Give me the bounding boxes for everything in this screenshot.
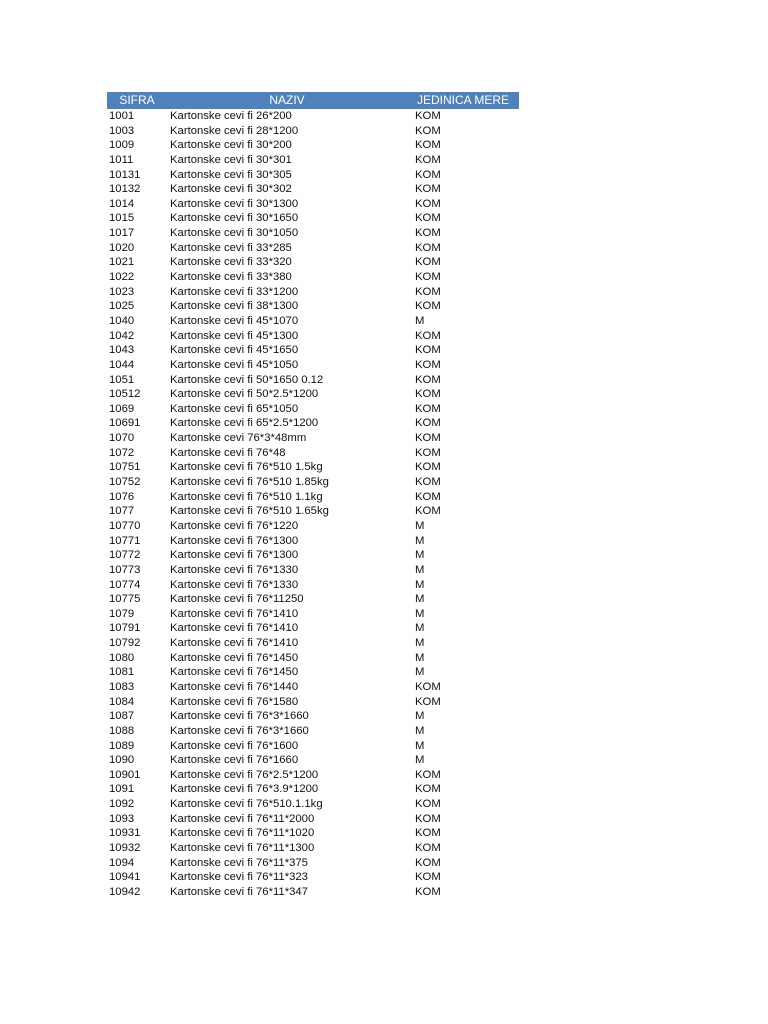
- table-row: [107, 519, 519, 534]
- cell-sifra: 1023: [109, 285, 135, 298]
- cell-naziv: Kartonske cevi fi 76*2.5*1200: [170, 768, 319, 781]
- cell-jedinica-mere: KOM: [415, 153, 441, 166]
- table-row: [107, 490, 519, 505]
- cell-naziv: Kartonske cevi fi 76*48: [170, 446, 286, 459]
- cell-jedinica-mere: KOM: [415, 812, 441, 825]
- table-row: [107, 885, 519, 900]
- cell-naziv: Kartonske cevi fi 76*1410: [170, 607, 299, 620]
- table-row: [107, 241, 519, 256]
- cell-jedinica-mere: KOM: [415, 505, 441, 518]
- cell-sifra: 1040: [109, 314, 135, 327]
- cell-sifra: 1014: [109, 197, 135, 210]
- table-row: [107, 812, 519, 827]
- cell-jedinica-mere: M: [415, 314, 425, 327]
- cell-sifra: 10931: [109, 827, 141, 840]
- table-row: [107, 797, 519, 812]
- table-row: [107, 607, 519, 622]
- cell-naziv: Kartonske cevi fi 76*1600: [170, 739, 299, 752]
- cell-sifra: 1017: [109, 227, 135, 240]
- cell-sifra: 10132: [109, 183, 141, 196]
- table-row: [107, 870, 519, 885]
- table-row: [107, 563, 519, 578]
- cell-jedinica-mere: M: [415, 622, 425, 635]
- cell-jedinica-mere: KOM: [415, 402, 441, 415]
- table-row: [107, 343, 519, 358]
- cell-jedinica-mere: KOM: [415, 695, 441, 708]
- cell-jedinica-mere: KOM: [415, 827, 441, 840]
- cell-naziv: Kartonske cevi fi 76*510 1.5kg: [170, 461, 323, 474]
- cell-sifra: 10751: [109, 461, 141, 474]
- cell-sifra: 1021: [109, 256, 135, 269]
- cell-jedinica-mere: KOM: [415, 212, 441, 225]
- cell-naziv: Kartonske cevi fi 76*1450: [170, 666, 299, 679]
- cell-sifra: 1083: [109, 680, 135, 693]
- cell-jedinica-mere: M: [415, 710, 425, 723]
- cell-sifra: 10131: [109, 168, 141, 181]
- cell-jedinica-mere: KOM: [415, 432, 441, 445]
- cell-naziv: Kartonske cevi fi 33*320: [170, 256, 292, 269]
- cell-jedinica-mere: M: [415, 724, 425, 737]
- cell-jedinica-mere: M: [415, 519, 425, 532]
- cell-naziv: Kartonske cevi fi 76*11*375: [170, 856, 308, 869]
- cell-jedinica-mere: KOM: [415, 768, 441, 781]
- cell-naziv: Kartonske cevi fi 76*510 1.65kg: [170, 505, 329, 518]
- cell-sifra: 1081: [109, 666, 135, 679]
- cell-naziv: Kartonske cevi fi 26*200: [170, 110, 292, 122]
- table-row: [107, 578, 519, 593]
- cell-sifra: 10771: [109, 534, 141, 547]
- cell-sifra: 10773: [109, 563, 141, 576]
- cell-jedinica-mere: KOM: [415, 885, 441, 898]
- cell-sifra: 1011: [109, 153, 134, 166]
- cell-naziv: Kartonske cevi fi 38*1300: [170, 300, 299, 313]
- table-row: [107, 270, 519, 285]
- cell-sifra: 1069: [109, 402, 135, 415]
- cell-jedinica-mere: KOM: [415, 417, 441, 430]
- cell-jedinica-mere: KOM: [415, 285, 441, 298]
- cell-naziv: Kartonske cevi fi 30*200: [170, 139, 292, 152]
- table-row: [107, 182, 519, 197]
- cell-naziv: Kartonske cevi fi 76*11*347: [170, 885, 308, 898]
- cell-naziv: Kartonske cevi fi 76*3*1660: [170, 724, 309, 737]
- cell-naziv: Kartonske cevi fi 76*11*1020: [170, 827, 315, 840]
- table-row: [107, 826, 519, 841]
- cell-jedinica-mere: KOM: [415, 856, 441, 869]
- cell-naziv: Kartonske cevi fi 76*11*323: [170, 871, 308, 884]
- cell-jedinica-mere: KOM: [415, 256, 441, 269]
- cell-sifra: 10941: [109, 871, 141, 884]
- cell-jedinica-mere: KOM: [415, 329, 441, 342]
- cell-jedinica-mere: KOM: [415, 461, 441, 474]
- cell-sifra: 1022: [109, 271, 135, 284]
- table-body: [107, 109, 519, 900]
- column-header-sifra: SIFRA: [119, 93, 155, 107]
- cell-jedinica-mere: KOM: [415, 344, 441, 357]
- cell-jedinica-mere: M: [415, 637, 425, 650]
- cell-naziv: Kartonske cevi fi 76*11250: [170, 593, 304, 606]
- cell-jedinica-mere: M: [415, 607, 425, 620]
- column-header-jedinica-mere: JEDINICA MERE: [417, 93, 510, 107]
- table-row: [107, 651, 519, 666]
- table-row: [107, 387, 519, 402]
- cell-sifra: 1044: [109, 358, 135, 371]
- cell-jedinica-mere: KOM: [415, 798, 441, 811]
- cell-sifra: 10775: [109, 593, 141, 606]
- cell-jedinica-mere: M: [415, 593, 425, 606]
- cell-naziv: Kartonske cevi fi 76*510 1.1kg: [170, 490, 323, 503]
- table-row: [107, 197, 519, 212]
- table-row: [107, 153, 519, 168]
- cell-naziv: Kartonske cevi fi 65*2.5*1200: [170, 417, 319, 430]
- table-row: [107, 709, 519, 724]
- table-row: [107, 739, 519, 754]
- cell-naziv: Kartonske cevi fi 76*1300: [170, 549, 299, 562]
- cell-jedinica-mere: KOM: [415, 842, 441, 855]
- cell-jedinica-mere: KOM: [415, 110, 441, 122]
- cell-sifra: 1080: [109, 651, 135, 664]
- cell-jedinica-mere: KOM: [415, 124, 441, 137]
- cell-sifra: 1091: [109, 783, 135, 796]
- cell-jedinica-mere: KOM: [415, 490, 441, 503]
- cell-jedinica-mere: KOM: [415, 271, 441, 284]
- cell-jedinica-mere: KOM: [415, 197, 441, 210]
- table-row: [107, 168, 519, 183]
- table-row: [107, 548, 519, 563]
- cell-sifra: 1079: [109, 607, 135, 620]
- cell-sifra: 1015: [109, 212, 135, 225]
- cell-sifra: 10752: [109, 476, 141, 489]
- table-row: [107, 621, 519, 636]
- cell-sifra: 10792: [109, 637, 141, 650]
- cell-naziv: Kartonske cevi fi 76*3.9*1200: [170, 783, 319, 796]
- cell-naziv: Kartonske cevi fi 76*1410: [170, 622, 299, 635]
- cell-sifra: 1092: [109, 798, 135, 811]
- cell-sifra: 1009: [109, 139, 135, 152]
- cell-naziv: Kartonske cevi fi 76*1660: [170, 754, 299, 767]
- cell-sifra: 1070: [109, 432, 135, 445]
- cell-jedinica-mere: KOM: [415, 388, 441, 401]
- cell-jedinica-mere: KOM: [415, 183, 441, 196]
- cell-naziv: Kartonske cevi fi 45*1650: [170, 344, 299, 357]
- cell-jedinica-mere: KOM: [415, 139, 441, 152]
- table-row: [107, 665, 519, 680]
- cell-naziv: Kartonske cevi fi 33*1200: [170, 285, 299, 298]
- cell-sifra: 1084: [109, 695, 135, 708]
- table-row: [107, 841, 519, 856]
- table-row: [107, 446, 519, 461]
- table-row: [107, 753, 519, 768]
- cell-sifra: 1093: [109, 812, 135, 825]
- cell-jedinica-mere: KOM: [415, 227, 441, 240]
- cell-naziv: Kartonske cevi fi 45*1050: [170, 358, 299, 371]
- cell-sifra: 10691: [109, 417, 141, 430]
- cell-naziv: Kartonske cevi fi 76*1450: [170, 651, 299, 664]
- cell-jedinica-mere: M: [415, 534, 425, 547]
- table-row: [107, 695, 519, 710]
- cell-jedinica-mere: KOM: [415, 476, 441, 489]
- table-row: [107, 431, 519, 446]
- table-row: [107, 636, 519, 651]
- cell-jedinica-mere: KOM: [415, 168, 441, 181]
- cell-naziv: Kartonske cevi fi 50*2.5*1200: [170, 388, 319, 401]
- cell-naziv: Kartonske cevi fi 76*1300: [170, 534, 299, 547]
- cell-sifra: 1094: [109, 856, 135, 869]
- cell-jedinica-mere: KOM: [415, 680, 441, 693]
- table-row: [107, 138, 519, 153]
- cell-sifra: 1089: [109, 739, 135, 752]
- table-row: [107, 402, 519, 417]
- cell-naziv: Kartonske cevi fi 28*1200: [170, 124, 299, 137]
- table-row: [107, 460, 519, 475]
- cell-sifra: 1003: [109, 124, 135, 137]
- cell-naziv: Kartonske cevi fi 76*3*1660: [170, 710, 309, 723]
- cell-sifra: 1042: [109, 329, 135, 342]
- cell-naziv: Kartonske cevi fi 76*11*2000: [170, 812, 315, 825]
- cell-sifra: 10901: [109, 768, 141, 781]
- cell-sifra: 1077: [109, 505, 135, 518]
- cell-jedinica-mere: M: [415, 549, 425, 562]
- cell-sifra: 1090: [109, 754, 135, 767]
- table-row: [107, 475, 519, 490]
- cell-naziv: Kartonske cevi fi 30*1650: [170, 212, 299, 225]
- table-row: [107, 782, 519, 797]
- cell-sifra: 10774: [109, 578, 141, 591]
- cell-naziv: Kartonske cevi fi 76*1220: [170, 519, 299, 532]
- cell-sifra: 1076: [109, 490, 135, 503]
- cell-jedinica-mere: M: [415, 666, 425, 679]
- cell-jedinica-mere: KOM: [415, 871, 441, 884]
- cell-naziv: Kartonske cevi fi 30*305: [170, 168, 292, 181]
- cell-jedinica-mere: M: [415, 739, 425, 752]
- cell-naziv: Kartonske cevi fi 65*1050: [170, 402, 299, 415]
- table-row: [107, 373, 519, 388]
- table-row: [107, 211, 519, 226]
- cell-sifra: 1020: [109, 241, 135, 254]
- cell-jedinica-mere: KOM: [415, 241, 441, 254]
- table-header: [107, 92, 519, 109]
- cell-sifra: 10772: [109, 549, 141, 562]
- table-row: [107, 124, 519, 139]
- cell-jedinica-mere: M: [415, 754, 425, 767]
- cell-naziv: Kartonske cevi fi 76*1330: [170, 563, 299, 576]
- cell-sifra: 1088: [109, 724, 135, 737]
- table-row: [107, 255, 519, 270]
- table-row: [107, 329, 519, 344]
- cell-jedinica-mere: M: [415, 651, 425, 664]
- table-row: [107, 534, 519, 549]
- cell-sifra: 1001: [109, 110, 135, 122]
- cell-naziv: Kartonske cevi fi 76*11*1300: [170, 842, 315, 855]
- table-row: [107, 285, 519, 300]
- table-row: [107, 856, 519, 871]
- table-row: [107, 299, 519, 314]
- cell-jedinica-mere: KOM: [415, 358, 441, 371]
- cell-naziv: Kartonske cevi fi 76*510 1.85kg: [170, 476, 329, 489]
- cell-naziv: Kartonske cevi fi 45*1070: [170, 314, 299, 327]
- cell-sifra: 1043: [109, 344, 135, 357]
- cell-naziv: Kartonske cevi fi 45*1300: [170, 329, 299, 342]
- cell-naziv: Kartonske cevi fi 33*380: [170, 271, 292, 284]
- cell-jedinica-mere: M: [415, 578, 425, 591]
- table-row: [107, 358, 519, 373]
- cell-naziv: Kartonske cevi fi 30*302: [170, 183, 292, 196]
- cell-sifra: 10791: [109, 622, 141, 635]
- cell-naziv: Kartonske cevi fi 33*285: [170, 241, 292, 254]
- cell-jedinica-mere: KOM: [415, 373, 441, 386]
- cell-naziv: Kartonske cevi fi 76*1440: [170, 680, 299, 693]
- table-row: [107, 768, 519, 783]
- cell-naziv: Kartonske cevi fi 30*301: [170, 153, 292, 166]
- cell-jedinica-mere: KOM: [415, 300, 441, 313]
- table-row: [107, 592, 519, 607]
- cell-sifra: 10770: [109, 519, 141, 532]
- cell-naziv: Kartonske cevi fi 76*1580: [170, 695, 299, 708]
- product-table: [107, 92, 519, 900]
- cell-jedinica-mere: KOM: [415, 783, 441, 796]
- table-row: [107, 416, 519, 431]
- cell-sifra: 1025: [109, 300, 135, 313]
- table-row: [107, 226, 519, 241]
- cell-sifra: 10512: [109, 388, 141, 401]
- table-row: [107, 314, 519, 329]
- table-row: [107, 504, 519, 519]
- cell-sifra: 1087: [109, 710, 135, 723]
- cell-sifra: 10942: [109, 885, 141, 898]
- table-row: [107, 724, 519, 739]
- cell-naziv: Kartonske cevi 76*3*48mm: [170, 432, 307, 445]
- cell-naziv: Kartonske cevi fi 30*1300: [170, 197, 299, 210]
- cell-naziv: Kartonske cevi fi 50*1650 0.12: [170, 373, 324, 386]
- table-row: [107, 680, 519, 695]
- table-row: [107, 109, 519, 124]
- cell-naziv: Kartonske cevi fi 30*1050: [170, 227, 299, 240]
- cell-sifra: 1072: [109, 446, 135, 459]
- cell-sifra: 1051: [109, 373, 135, 386]
- cell-naziv: Kartonske cevi fi 76*510.1.1kg: [170, 798, 323, 811]
- cell-jedinica-mere: KOM: [415, 446, 441, 459]
- cell-naziv: Kartonske cevi fi 76*1410: [170, 637, 299, 650]
- cell-sifra: 10932: [109, 842, 141, 855]
- column-header-naziv: NAZIV: [269, 93, 305, 107]
- cell-naziv: Kartonske cevi fi 76*1330: [170, 578, 299, 591]
- cell-jedinica-mere: M: [415, 563, 425, 576]
